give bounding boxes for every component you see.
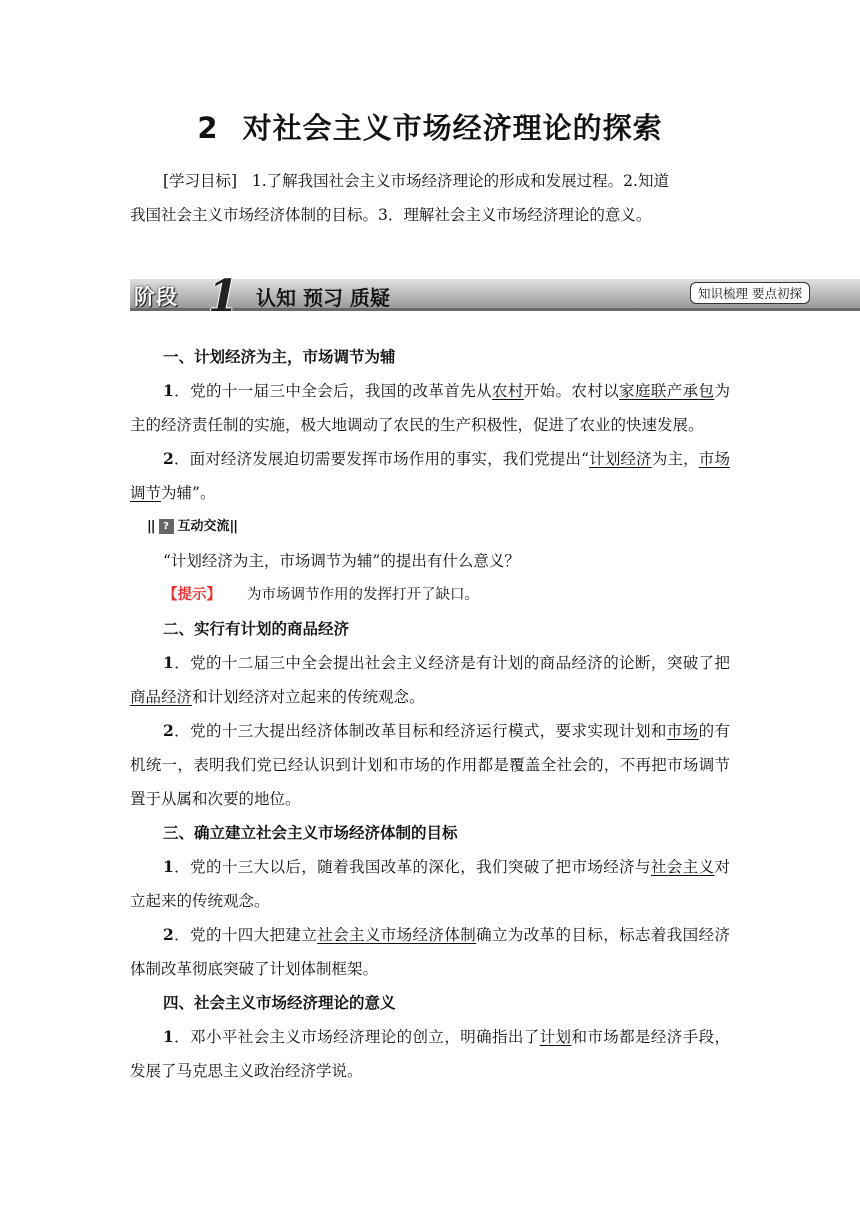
- goal-line1: 1.了解我国社会主义市场经济理论的形成和发展过程。2.知道: [251, 172, 669, 190]
- stage-label: 阶段: [134, 285, 178, 309]
- stage-banner: [130, 271, 860, 322]
- stage-topic: 认知 预习 质疑: [256, 286, 390, 310]
- paragraph: 2．面对经济发展迫切需要发挥市场作用的事实，我们党提出“计划经济为主，市场调节为辅”。: [130, 449, 730, 502]
- page-title: [0, 106, 860, 147]
- paragraph: 1．邓小平社会主义市场经济理论的创立，明确指出了计划和市场都是经济手段，发展了马克思主义政治经济学说。: [130, 1027, 730, 1080]
- paragraph: 1．党的十三大以后，随着我国改革的深化，我们突破了把市场经济与社会主义对立起来的传统观念。: [130, 857, 730, 910]
- interact-badge: || ? 互动交流||: [147, 519, 238, 534]
- title-number: 2: [197, 111, 219, 145]
- interact-question: “计划经济为主，市场调节为辅”的提出有什么意义？: [163, 552, 520, 570]
- goal-line2: 我国社会主义市场经济体制的目标。3．理解社会主义市场经济理论的意义。: [130, 206, 652, 224]
- learning-goals: [130, 164, 735, 232]
- main-content: [130, 340, 730, 1088]
- hint: [130, 578, 730, 612]
- paragraph: 2．党的十四大把建立社会主义市场经济体制确立为改革的目标，标志着我国经济体制改革彻底突破了计划体制框架。: [130, 925, 730, 978]
- goal-label: [学习目标]: [163, 172, 238, 190]
- paragraph: 1．党的十二届三中全会提出社会主义经济是有计划的商品经济的论断，突破了把商品经济和计划经济对立起来的传统观念。: [130, 653, 730, 706]
- title-text: 对社会主义市场经济理论的探索: [242, 111, 663, 145]
- hint-label: 【提示】: [163, 587, 221, 603]
- section-heading: 三、确立建立社会主义市场经济体制的目标: [163, 824, 458, 842]
- interact-icon: ?: [159, 519, 174, 534]
- stage-tag: 知识梳理 要点初探: [690, 282, 810, 304]
- paragraph: 1．党的十一届三中全会后，我国的改革首先从农村开始。农村以家庭联产承包为主的经济责任制的实施，极大地调动了农民的生产积极性，促进了农业的快速发展。: [130, 381, 730, 434]
- hint-text: 为市场调节作用的发挥打开了缺口。: [247, 587, 479, 603]
- section-heading: 二、实行有计划的商品经济: [163, 620, 350, 638]
- section-heading: 四、社会主义市场经济理论的意义: [163, 994, 396, 1012]
- stage-number: 1: [208, 271, 239, 322]
- paragraph: 2．党的十三大提出经济体制改革目标和经济运行模式，要求实现计划和市场的有机统一，表明我们党已经认识到计划和市场的作用都是覆盖全社会的，不再把市场调节置于从属和次要的地位。: [130, 721, 730, 808]
- section-heading: 一、计划经济为主，市场调节为辅: [163, 348, 396, 366]
